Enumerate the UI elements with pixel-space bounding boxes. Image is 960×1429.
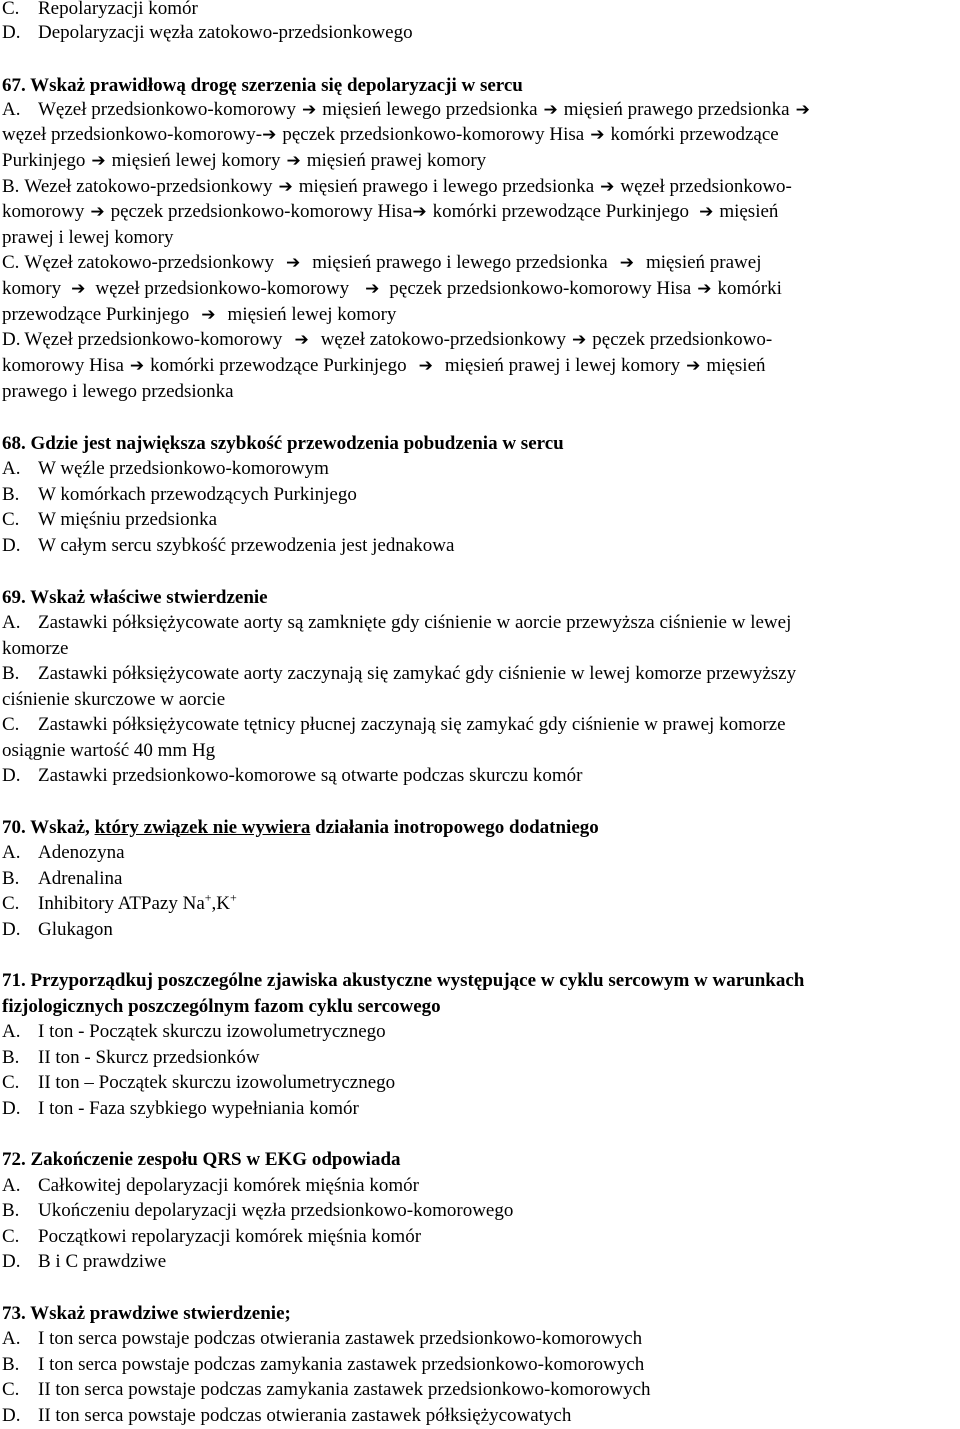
q67-option-c-line1: C. Węzeł zatokowo-przedsionkowy ➔ mięsień prawego i lewego przedsionka ➔ mięsień prawej <box>2 252 762 273</box>
q71-option-b: B. II ton - Skurcz przedsionków <box>2 1047 260 1068</box>
arrow-icon: ➔ <box>365 279 380 299</box>
arrow-icon: ➔ <box>278 177 293 197</box>
q67-option-a-line2: węzeł przedsionkowo-komorowy-➔ pęczek przedsionkowo-komorowy Hisa ➔ komórki przewodzące <box>2 124 779 145</box>
q69-option-d: D. Zastawki przedsionkowo-komorowe są otwarte podczas skurczu komór <box>2 765 583 786</box>
q72-option-a: A. Całkowitej depolaryzacji komórek mięśnia komór <box>2 1175 419 1196</box>
arrow-icon: ➔ <box>285 253 301 273</box>
arrow-icon: ➔ <box>795 100 810 120</box>
q68-option-d: D. W całym sercu szybkość przewodzenia jest jednakowa <box>2 535 455 556</box>
q67-option-d-line1: D. Węzeł przedsionkowo-komorowy ➔ węzeł zatokowo-przedsionkowy ➔ pęczek przedsionkowo- <box>2 329 773 350</box>
option-d-prev: D. Depolaryzacji węzła zatokowo-przedsionkowego <box>2 22 413 43</box>
arrow-icon: ➔ <box>412 202 427 222</box>
q69-option-a-line1: A. Zastawki półksiężycowate aorty są zamknięte gdy ciśnienie w aorcie przewyższa ciśnienie w lewej <box>2 612 792 633</box>
q72-option-c: C. Początkowi repolaryzacji komórek mięśnia komór <box>2 1226 422 1247</box>
arrow-icon: ➔ <box>302 100 317 120</box>
q67-option-c-line3: przewodzące Purkinjego ➔ mięsień lewej komory <box>2 304 397 325</box>
q73-option-c: C. II ton serca powstaje podczas zamykania zastawek przedsionkowo-komorowych <box>2 1379 651 1400</box>
option-c-prev: C. Repolaryzacji komór <box>2 0 198 19</box>
q73-option-d: D. II ton serca powstaje podczas otwierania zastawek półksiężycowatych <box>2 1405 572 1426</box>
arrow-icon: ➔ <box>71 279 86 299</box>
arrow-icon: ➔ <box>90 202 105 222</box>
arrow-icon: ➔ <box>543 100 558 120</box>
q68-option-b: B. W komórkach przewodzących Purkinjego <box>2 484 357 505</box>
q70-option-a: A. Adenozyna <box>2 842 125 863</box>
q72-option-b: B. Ukończeniu depolaryzacji węzła przedsionkowo-komorowego <box>2 1200 514 1221</box>
q67-option-b-line1: B. Wezeł zatokowo-przedsionkowy ➔ mięsień prawego i lewego przedsionka ➔ węzeł przedsionkowo- <box>2 176 792 197</box>
q68-option-a: A. W węźle przedsionkowo-komorowym <box>2 458 329 479</box>
arrow-icon: ➔ <box>697 279 712 299</box>
arrow-icon: ➔ <box>418 356 433 376</box>
q70-option-b: B. Adrenalina <box>2 868 123 889</box>
q69-title: 69. Wskaż właściwe stwierdzenie <box>2 587 268 608</box>
arrow-icon: ➔ <box>590 125 605 145</box>
q68-title: 68. Gdzie jest największa szybkość przewodzenia pobudzenia w sercu <box>2 433 564 454</box>
arrow-icon: ➔ <box>686 356 701 376</box>
q70-option-c: C. Inhibitory ATPazy Na+,K+ <box>2 890 237 914</box>
q67-title: 67. Wskaż prawidłową drogę szerzenia się depolaryzacji w sercu <box>2 75 523 96</box>
arrow-icon: ➔ <box>91 151 106 171</box>
q71-title-line2: fizjologicznych poszczególnym fazom cyklu sercowego <box>2 996 441 1017</box>
arrow-icon: ➔ <box>619 253 634 273</box>
q71-option-a: A. I ton - Początek skurczu izowolumetrycznego <box>2 1021 386 1042</box>
arrow-icon: ➔ <box>262 125 277 145</box>
q72-title: 72. Zakończenie zespołu QRS w EKG odpowiada <box>2 1149 401 1170</box>
arrow-icon: ➔ <box>572 330 587 350</box>
q69-option-a-line2: komorze <box>2 638 69 659</box>
q67-option-a-line3: Purkinjego ➔ mięsień lewej komory ➔ mięsień prawej komory <box>2 150 487 171</box>
q67-option-d-line3: prawego i lewego przedsionka <box>2 381 234 402</box>
q71-option-c: C. II ton – Początek skurczu izowolumetrycznego <box>2 1072 396 1093</box>
q73-title: 73. Wskaż prawdziwe stwierdzenie; <box>2 1303 291 1324</box>
q67-option-a-line1: A. Węzeł przedsionkowo-komorowy ➔ mięsień lewego przedsionka ➔ mięsień prawego przedsionka ➔ <box>2 99 810 120</box>
q71-option-d: D. I ton - Faza szybkiego wypełniania komór <box>2 1098 359 1119</box>
q67-option-c-line2: komory ➔ węzeł przedsionkowo-komorowy ➔ pęczek przedsionkowo-komorowy Hisa ➔ komórki <box>2 278 782 299</box>
q71-title-line1: 71. Przyporządkuj poszczególne zjawiska akustyczne występujące w cyklu sercowym w warunkach <box>2 970 805 991</box>
arrow-icon: ➔ <box>201 305 216 325</box>
arrow-icon: ➔ <box>286 151 301 171</box>
arrow-icon: ➔ <box>129 356 145 376</box>
q70-option-d: D. Glukagon <box>2 919 113 940</box>
q73-option-a: A. I ton serca powstaje podczas otwierania zastawek przedsionkowo-komorowych <box>2 1328 643 1349</box>
q69-option-c-line2: osiągnie wartość 40 mm Hg <box>2 740 216 761</box>
q67-option-b-line3: prawej i lewej komory <box>2 227 174 248</box>
q67-option-d-line2: komorowy Hisa ➔ komórki przewodzące Purkinjego ➔ mięsień prawej i lewej komory ➔ mięsień <box>2 355 766 376</box>
q69-option-b-line1: B. Zastawki półksiężycowate aorty zaczynają się zamykać gdy ciśnienie w lewej komorze przewyższy <box>2 663 797 684</box>
arrow-icon: ➔ <box>699 202 714 222</box>
arrow-icon: ➔ <box>294 330 309 350</box>
q73-option-b: B. I ton serca powstaje podczas zamykania zastawek przedsionkowo-komorowych <box>2 1354 645 1375</box>
q68-option-c: C. W mięśniu przedsionka <box>2 509 218 530</box>
q67-option-b-line2: komorowy ➔ pęczek przedsionkowo-komorowy Hisa➔ komórki przewodzące Purkinjego ➔ mięsień <box>2 201 779 222</box>
arrow-icon: ➔ <box>600 177 615 197</box>
q72-option-d: D. B i C prawdziwe <box>2 1251 167 1272</box>
q70-title: 70. Wskaż, który związek nie wywiera działania inotropowego dodatniego <box>2 817 599 838</box>
q69-option-b-line2: ciśnienie skurczowe w aorcie <box>2 689 226 710</box>
q69-option-c-line1: C. Zastawki półksiężycowate tętnicy płucnej zaczynają się zamykać gdy ciśnienie w prawej komorze <box>2 714 786 735</box>
